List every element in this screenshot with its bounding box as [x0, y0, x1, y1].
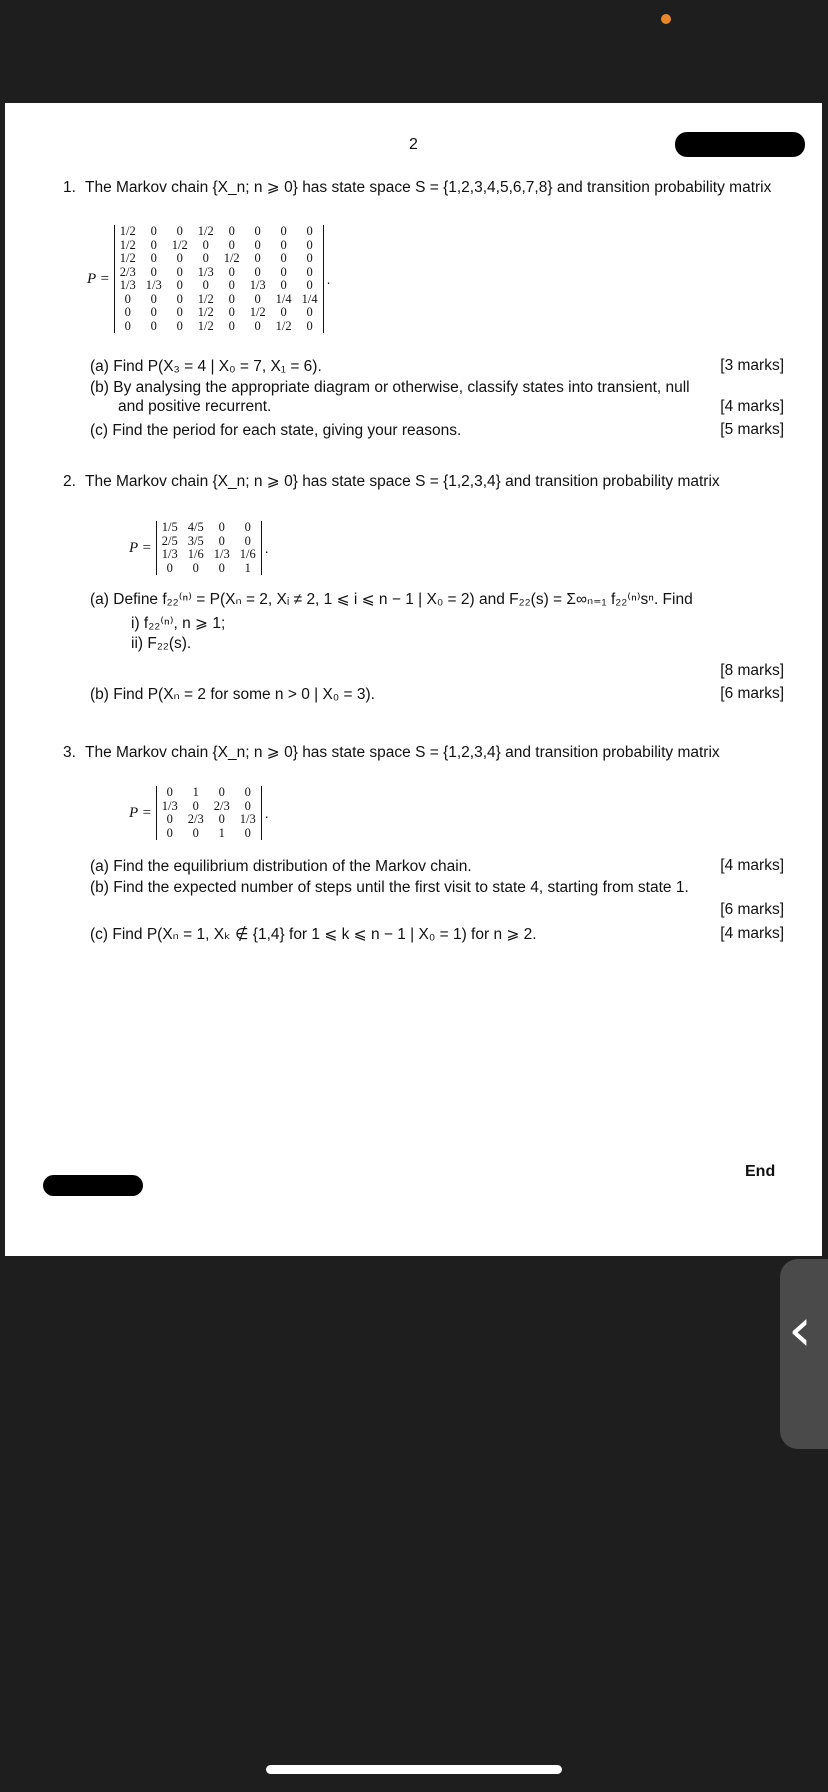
matrix-row — [156, 521, 261, 535]
matrix-cell: 0 — [202, 278, 209, 292]
matrix-row — [114, 252, 323, 266]
matrix-cell: 1/2 — [275, 318, 292, 333]
question-2-matrix-block — [129, 521, 269, 575]
matrix-cell: 1/6 — [187, 547, 204, 561]
matrix-cell: 0 — [218, 812, 225, 826]
redaction-mark-bottom — [43, 1175, 143, 1196]
matrix-cell: 0 — [176, 291, 183, 306]
q2-part-b-marks: [6 marks] — [720, 685, 784, 702]
redaction-mark-top — [675, 132, 805, 157]
q2-part-a: (a) Define f₂₂⁽ⁿ⁾ = P(Xₙ = 2, Xᵢ ≠ 2, 1 ⩽ i ⩽ n − 1 | X₀ = 2) and F₂₂(s) = Σ∞ₙ₌₁ f₂₂⁽ⁿ⁾sⁿ. Find — [90, 591, 693, 608]
matrix-cell: 1/3 — [197, 264, 214, 279]
home-indicator[interactable] — [266, 1765, 562, 1774]
q3-part-b-marks: [6 marks] — [720, 901, 784, 918]
question-3-text: The Markov chain {X_n; n ⩾ 0} has state space S = {1,2,3,4} and transition probability matrix — [85, 744, 720, 761]
matrix-cell: 0 — [218, 785, 225, 799]
q3-part-c-marks: [4 marks] — [720, 925, 784, 942]
matrix-row — [156, 827, 261, 841]
matrix-cell: 1/2 — [119, 251, 136, 265]
matrix-cell: 0 — [150, 237, 157, 252]
question-2 — [63, 472, 783, 491]
matrix-cell: 1/5 — [161, 520, 178, 534]
transition-matrix-2 — [156, 521, 262, 575]
matrix-cell: 0 — [218, 520, 225, 534]
matrix-cell: 1/2 — [197, 291, 214, 306]
q3-part-a-marks: [4 marks] — [720, 857, 784, 874]
matrix-cell: 1 — [244, 560, 251, 575]
matrix-cell: 1/2 — [119, 237, 136, 252]
matrix-cell: 0 — [166, 825, 173, 840]
matrix-cell: 0 — [192, 560, 199, 575]
matrix-cell: 0 — [244, 533, 251, 548]
matrix-cell: 0 — [124, 291, 131, 306]
matrix-cell: 2/3 — [213, 798, 230, 813]
q2-part-a-ii: ii) F₂₂(s). — [131, 635, 192, 652]
matrix-cell: 0 — [124, 305, 131, 319]
matrix-row — [114, 225, 323, 239]
q3-part-b: (b) Find the expected number of steps until the first visit to state 4, starting from state 1. — [90, 879, 689, 896]
matrix-cell: 0 — [306, 278, 313, 292]
matrix-cell: 1 — [192, 785, 199, 799]
matrix-cell: 0 — [202, 237, 209, 252]
matrix-cell: 0 — [244, 785, 251, 799]
matrix-period: . — [264, 805, 269, 821]
matrix-cell: 0 — [176, 278, 183, 292]
matrix-cell: 1/2 — [197, 224, 214, 238]
matrix-cell: 0 — [218, 560, 225, 575]
question-1-text: The Markov chain {X_n; n ⩾ 0} has state space S = {1,2,3,4,5,6,7,8} and transition probability matrix — [85, 179, 772, 196]
matrix-cell: 1/3 — [145, 278, 162, 292]
matrix-cell: 0 — [166, 560, 173, 575]
matrix-cell: 0 — [254, 237, 261, 252]
matrix-cell: 0 — [150, 224, 157, 238]
matrix-row — [156, 535, 261, 549]
matrix-row — [156, 813, 261, 827]
chevron-left-icon[interactable]: ‹ — [788, 1295, 812, 1365]
matrix-cell: 1/3 — [239, 812, 256, 826]
matrix-cell: 0 — [228, 291, 235, 306]
question-1-matrix-block — [87, 225, 331, 333]
matrix-cell: 1/3 — [249, 278, 266, 292]
matrix-cell: 0 — [150, 264, 157, 279]
question-2-text: The Markov chain {X_n; n ⩾ 0} has state space S = {1,2,3,4} and transition probability matrix — [85, 473, 720, 490]
q1-part-c: (c) Find the period for each state, giving your reasons. — [90, 422, 462, 439]
matrix-cell: 0 — [306, 251, 313, 265]
matrix-cell: 0 — [124, 318, 131, 333]
matrix-cell: 0 — [280, 264, 287, 279]
matrix-cell: 1/3 — [213, 547, 230, 561]
matrix-label: P = — [87, 270, 110, 287]
matrix-cell: 0 — [306, 305, 313, 319]
matrix-cell: 1/3 — [161, 798, 178, 813]
question-2-number: 2. — [63, 473, 76, 490]
matrix-row — [114, 293, 323, 307]
matrix-cell: 0 — [150, 305, 157, 319]
question-1-number: 1. — [63, 179, 76, 196]
matrix-row — [114, 279, 323, 293]
matrix-label: P = — [129, 539, 152, 556]
matrix-label: P = — [129, 804, 152, 821]
q2-part-a-i: i) f₂₂⁽ⁿ⁾, n ⩾ 1; — [131, 615, 226, 632]
matrix-cell: 0 — [280, 278, 287, 292]
matrix-cell: 0 — [306, 264, 313, 279]
matrix-cell: 0 — [306, 224, 313, 238]
matrix-cell: 1/2 — [171, 237, 188, 252]
q1-part-a-marks: [3 marks] — [720, 357, 784, 374]
matrix-cell: 1/2 — [223, 251, 240, 265]
status-indicator-dot — [661, 14, 671, 24]
q1-part-a: (a) Find P(X₃ = 4 | X₀ = 7, X₁ = 6). — [90, 358, 322, 375]
matrix-cell: 1/2 — [197, 318, 214, 333]
question-3 — [63, 743, 783, 762]
matrix-cell: 1/3 — [119, 278, 136, 292]
q3-part-c: (c) Find P(Xₙ = 1, Xₖ ∉ {1,4} for 1 ⩽ k ⩽ n − 1 | X₀ = 1) for n ⩾ 2. — [90, 926, 537, 943]
question-1 — [63, 178, 783, 197]
matrix-cell: 0 — [228, 224, 235, 238]
matrix-cell: 0 — [254, 224, 261, 238]
transition-matrix-3 — [156, 786, 262, 840]
matrix-row — [156, 548, 261, 562]
matrix-cell: 1/2 — [119, 224, 136, 238]
matrix-cell: 0 — [228, 318, 235, 333]
matrix-cell: 1/4 — [301, 291, 318, 306]
matrix-row — [156, 786, 261, 800]
matrix-cell: 0 — [192, 798, 199, 813]
matrix-cell: 0 — [150, 291, 157, 306]
matrix-cell: 0 — [176, 318, 183, 333]
question-3-number: 3. — [63, 744, 76, 761]
matrix-cell: 1 — [218, 825, 225, 840]
matrix-cell: 1/6 — [239, 547, 256, 561]
page-number: 2 — [409, 136, 418, 153]
matrix-cell: 0 — [280, 237, 287, 252]
matrix-cell: 0 — [218, 533, 225, 548]
matrix-period: . — [326, 271, 331, 287]
q2-part-b: (b) Find P(Xₙ = 2 for some n > 0 | X₀ = 3). — [90, 686, 375, 703]
matrix-cell: 0 — [166, 785, 173, 799]
matrix-cell: 0 — [254, 291, 261, 306]
matrix-row — [114, 320, 323, 334]
matrix-cell: 0 — [228, 264, 235, 279]
q1-part-c-marks: [5 marks] — [720, 421, 784, 438]
matrix-cell: 0 — [254, 251, 261, 265]
q2-part-a-marks: [8 marks] — [720, 662, 784, 679]
matrix-cell: 0 — [166, 812, 173, 826]
matrix-row — [114, 266, 323, 280]
matrix-cell: 0 — [244, 798, 251, 813]
matrix-cell: 1/2 — [197, 305, 214, 319]
q3-part-a: (a) Find the equilibrium distribution of the Markov chain. — [90, 858, 472, 875]
matrix-cell: 0 — [202, 251, 209, 265]
matrix-cell: 2/3 — [187, 812, 204, 826]
matrix-cell: 1/4 — [275, 291, 292, 306]
matrix-row — [114, 306, 323, 320]
transition-matrix-1 — [114, 225, 324, 333]
matrix-cell: 0 — [176, 305, 183, 319]
matrix-cell: 0 — [150, 318, 157, 333]
document-page — [5, 103, 822, 1256]
matrix-cell: 0 — [244, 825, 251, 840]
q1-part-b-marks: [4 marks] — [720, 398, 784, 415]
matrix-cell: 2/3 — [119, 264, 136, 279]
matrix-cell: 0 — [306, 318, 313, 333]
matrix-cell: 0 — [176, 264, 183, 279]
matrix-cell: 1/3 — [161, 547, 178, 561]
matrix-cell: 0 — [176, 224, 183, 238]
matrix-cell: 0 — [228, 237, 235, 252]
matrix-cell: 2/5 — [161, 533, 178, 548]
matrix-cell: 4/5 — [187, 520, 204, 534]
matrix-cell: 0 — [228, 278, 235, 292]
end-label: End — [745, 1163, 776, 1180]
matrix-row — [114, 239, 323, 253]
matrix-cell: 0 — [192, 825, 199, 840]
matrix-cell: 0 — [280, 224, 287, 238]
matrix-cell: 0 — [306, 237, 313, 252]
matrix-cell: 3/5 — [187, 533, 204, 548]
matrix-cell: 0 — [254, 318, 261, 333]
matrix-cell: 0 — [244, 520, 251, 534]
q1-part-b-line1: (b) By analysing the appropriate diagram or otherwise, classify states into transient, null — [90, 379, 690, 396]
matrix-row — [156, 562, 261, 576]
matrix-cell: 0 — [176, 251, 183, 265]
matrix-cell: 0 — [254, 264, 261, 279]
matrix-cell: 0 — [150, 251, 157, 265]
matrix-cell: 0 — [280, 305, 287, 319]
matrix-cell: 1/2 — [249, 305, 266, 319]
question-3-matrix-block — [129, 786, 269, 840]
matrix-row — [156, 800, 261, 814]
matrix-cell: 0 — [280, 251, 287, 265]
q1-part-b-line2: and positive recurrent. — [118, 398, 272, 415]
matrix-period: . — [264, 540, 269, 556]
matrix-cell: 0 — [228, 305, 235, 319]
